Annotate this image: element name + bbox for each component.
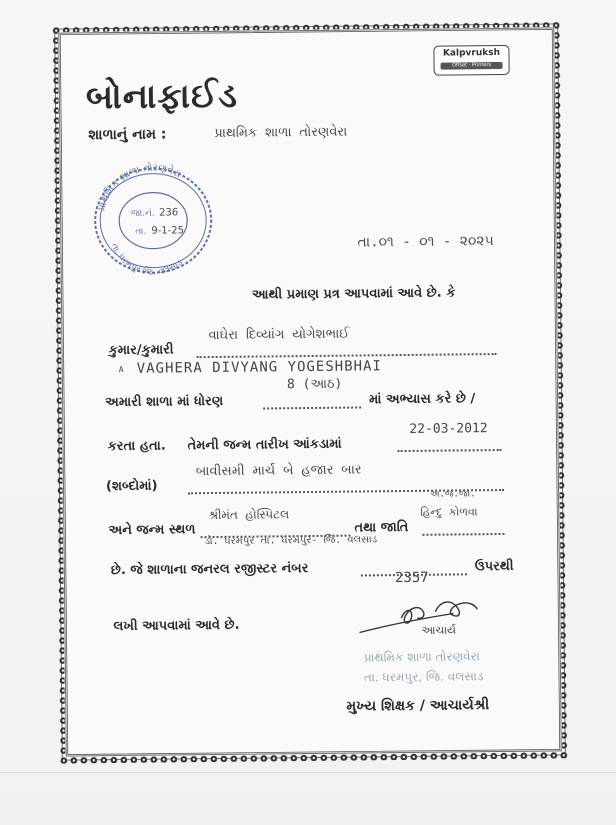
printer-logo [433, 45, 509, 76]
closing-text: લખી આપવામાં આવે છે. [113, 617, 240, 635]
printer-name: Kalpvruksh [442, 47, 501, 59]
birth-place-address: ડો. ધરમપુર તા. ધરમપુર- જિ. વલસાડ [204, 534, 378, 548]
intro-text: આથી પ્રમાણ પ્રત્ર આપવામાં આવે છે. કે [251, 285, 456, 303]
signatory-title: મુખ્ય શિક્ષક / આચાર્યશ્રી [346, 697, 490, 715]
principal-stamp-school: પ્રાથમિક શાળા તોરણવેરા [363, 649, 480, 665]
signed-as: આચાર્ય [421, 623, 457, 637]
birth-date-value: 22-03-2012 [409, 421, 488, 437]
birth-prefix: કરતા હતા. [107, 438, 166, 455]
school-label: શાળાનું નામ : [88, 126, 167, 144]
bonafide-certificate [58, 27, 562, 756]
birth-date-label: તેમની જન્મ તારીખ આંકડામાં [187, 436, 342, 454]
birth-date-line [397, 435, 501, 452]
standard-line [263, 392, 361, 409]
student-name-english: VAGHERA DIVYANG YOGESHBHAI [136, 358, 382, 377]
name-marker: A [118, 364, 124, 375]
certificate-date: તા.૦૧ - ૦૧ - ૨૦૨૫ [357, 233, 494, 251]
birth-place-value: શ્રીમંત હોસ્પિટલ [208, 507, 290, 523]
student-name-gujarati: વાઘેરા દિવ્યાંગ યોગેશભાઈ [208, 326, 350, 344]
paper-fold-line [0, 772, 616, 773]
school-name: પ્રાથમિક શાળા તોરણવેરા [214, 124, 348, 141]
stamp-date: 9-1-25 [151, 225, 185, 237]
stamp-number-label: જા.નં. [131, 208, 155, 219]
certificate-title: બોનાફાઈડ [85, 75, 239, 118]
register-label: છે. જે શાળાના જનરલ રજીસ્ટર નંબર [110, 561, 309, 579]
printer-tagline: Offset · Printers [441, 62, 503, 70]
birth-words-value: બાવીસમી માર્ચ બે હજાર બાર [195, 462, 362, 480]
register-number: 2357 [394, 569, 429, 587]
stamp-lower-text: તા. ધરમપુર જિ. વલસાડ [108, 241, 185, 278]
register-suffix: ઉપરથી [474, 558, 514, 575]
principal-stamp-place: તા. ધરમપુર, જિ. વલસાડ [363, 669, 484, 685]
standard-label: અમારી શાળા માં ધોરણ [105, 393, 224, 411]
school-stamp [83, 160, 224, 279]
stamp-outer-text: પ્રાથમિક શાળા તોરણવેરા [96, 162, 183, 213]
student-label: કુમાર/કુમારી [108, 342, 174, 359]
caste-line [422, 519, 504, 536]
caste-label: તથા જાતિ [354, 519, 409, 536]
birth-words-label: (શબ્દોમાં) [105, 478, 158, 495]
caste-note: અ.જ.જા. [430, 489, 476, 500]
birth-place-label: અને જન્મ સ્થળ [108, 522, 196, 539]
standard-suffix: માં અભ્યાસ કરે છે / [369, 391, 476, 408]
stamp-number: 236 [159, 207, 179, 219]
caste-value: હિન્દુ કોળવા [420, 505, 478, 519]
standard-value: 8 (આઠ) [286, 376, 343, 393]
stamp-date-label: તા. [135, 226, 147, 237]
